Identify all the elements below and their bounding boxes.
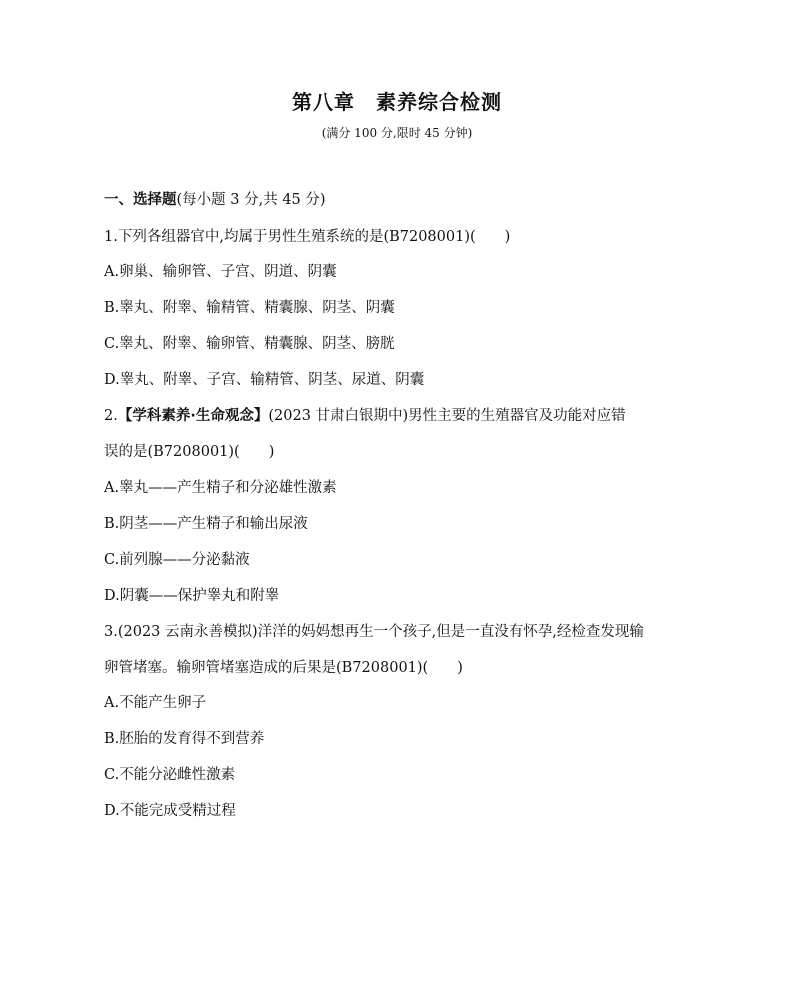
page-title: 第八章 素养综合检测 [292, 90, 502, 114]
section-heading [104, 189, 326, 211]
question-1-option-b: B.睾丸、附睾、输精管、精囊腺、阴茎、阴囊 [104, 300, 395, 316]
question-1-option-a: A.卵巢、输卵管、子宫、阴道、阴囊 [104, 264, 337, 280]
question-2-option-b: B.阴茎——产生精子和输出尿液 [104, 516, 308, 532]
question-2-option-d: D.阴囊——保护睾丸和附睾 [104, 588, 280, 604]
question-3-option-c: C.不能分泌雌性激素 [104, 767, 236, 783]
question-3-option-a: A.不能产生卵子 [104, 695, 207, 711]
section-title: 一、选择题 [104, 192, 177, 208]
question-3-option-b: B.胚胎的发育得不到营养 [104, 731, 265, 747]
question-1-option-c: C.睾丸、附睾、输卵管、精囊腺、阴茎、膀胱 [104, 336, 395, 352]
question-2-stem-line-2: 误的是(B7208001)( ) [104, 444, 275, 460]
question-2-option-a: A.睾丸——产生精子和分泌雄性激素 [104, 480, 337, 496]
question-3-stem-line-2: 卵管堵塞。输卵管堵塞造成的后果是(B7208001)( ) [104, 660, 463, 676]
question-3-stem-line-1: 3.(2023 云南永善模拟)洋洋的妈妈想再生一个孩子,但是一直没有怀孕,经检查发现输 [104, 624, 644, 640]
question-1-stem: 1.下列各组器官中,均属于男性生殖系统的是(B7208001)( ) [104, 229, 511, 245]
question-2-option-c: C.前列腺——分泌黏液 [104, 552, 250, 568]
question-1-option-d: D.睾丸、附睾、子宫、输精管、阴茎、尿道、阴囊 [104, 372, 425, 388]
page-subtitle: (满分 100 分,限时 45 分钟) [321, 126, 473, 140]
question-2-stem-line-1 [104, 405, 626, 427]
question-2-number: 2. [104, 408, 118, 424]
question-2-stem-text: (2023 甘肃白银期中)男性主要的生殖器官及功能对应错 [268, 408, 626, 424]
question-2-tag: 【学科素养·生命观念】 [117, 408, 269, 424]
section-note: (每小题 3 分,共 45 分) [176, 192, 326, 208]
question-3-option-d: D.不能完成受精过程 [104, 803, 236, 819]
